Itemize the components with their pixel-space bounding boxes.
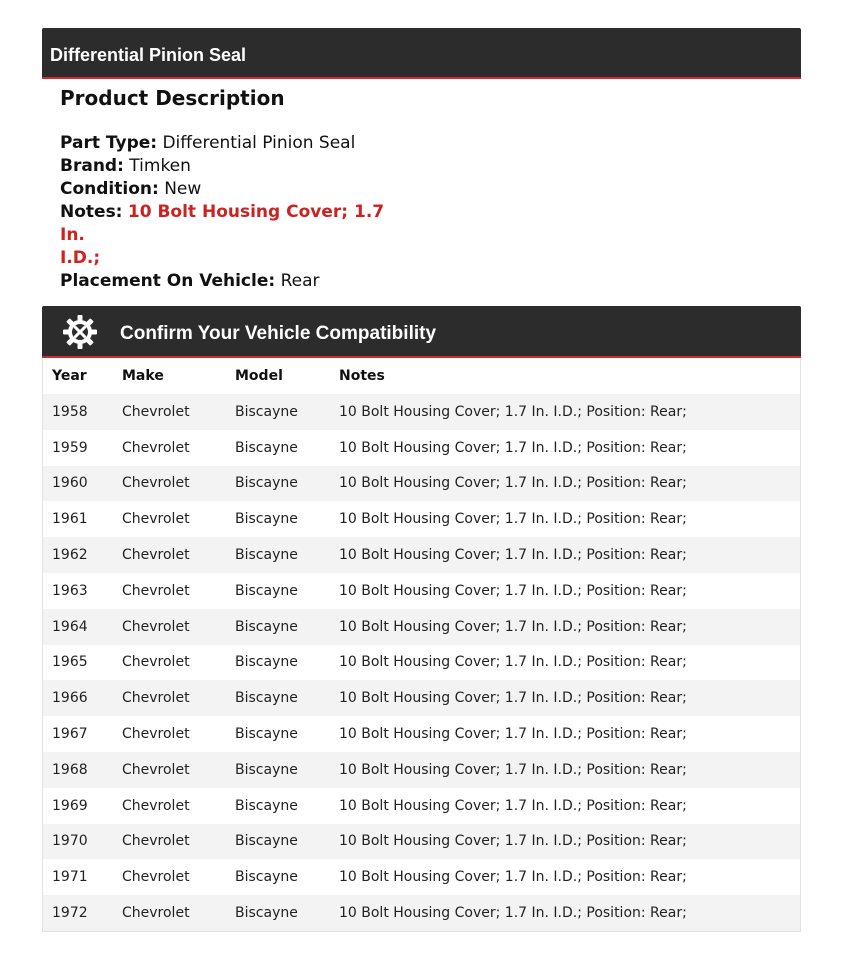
cell-model: Biscayne <box>235 905 298 922</box>
cell-model: Biscayne <box>235 618 298 635</box>
table-row <box>43 859 800 895</box>
cell-year: 1969 <box>52 797 88 814</box>
compatibility-bar <box>42 306 801 358</box>
column-header-year: Year <box>52 368 87 384</box>
cell-make: Chevrolet <box>122 869 190 886</box>
part-type-value: Differential Pinion Seal <box>162 133 356 153</box>
table-header-row <box>43 358 800 394</box>
notes-value-line2: I.D.; <box>60 248 101 268</box>
cell-year: 1958 <box>52 403 88 420</box>
table-row <box>43 752 800 788</box>
cell-notes: 10 Bolt Housing Cover; 1.7 In. I.D.; Position: Rear; <box>339 654 687 671</box>
table-row <box>43 430 800 466</box>
cell-make: Chevrolet <box>122 439 190 456</box>
cell-make: Chevrolet <box>122 475 190 492</box>
condition-line <box>60 178 390 201</box>
placement-value: Rear <box>280 271 320 291</box>
cell-notes: 10 Bolt Housing Cover; 1.7 In. I.D.; Position: Rear; <box>339 761 687 778</box>
placement-label: Placement On Vehicle: <box>60 271 276 291</box>
notes-label: Notes: <box>60 202 123 222</box>
table-row <box>43 680 800 716</box>
cell-notes: 10 Bolt Housing Cover; 1.7 In. I.D.; Position: Rear; <box>339 618 687 635</box>
cell-year: 1964 <box>52 618 88 635</box>
cell-model: Biscayne <box>235 690 298 707</box>
table-row <box>43 537 800 573</box>
cell-model: Biscayne <box>235 582 298 599</box>
table-row <box>43 788 800 824</box>
table-row <box>43 716 800 752</box>
brand-label: Brand: <box>60 156 124 176</box>
cell-model: Biscayne <box>235 547 298 564</box>
cell-notes: 10 Bolt Housing Cover; 1.7 In. I.D.; Position: Rear; <box>339 475 687 492</box>
notes-line <box>60 201 390 270</box>
cell-notes: 10 Bolt Housing Cover; 1.7 In. I.D.; Position: Rear; <box>339 547 687 564</box>
cell-make: Chevrolet <box>122 905 190 922</box>
cell-model: Biscayne <box>235 654 298 671</box>
cell-notes: 10 Bolt Housing Cover; 1.7 In. I.D.; Position: Rear; <box>339 905 687 922</box>
cell-make: Chevrolet <box>122 618 190 635</box>
placement-line <box>60 270 390 293</box>
cell-notes: 10 Bolt Housing Cover; 1.7 In. I.D.; Position: Rear; <box>339 869 687 886</box>
cell-model: Biscayne <box>235 869 298 886</box>
cell-model: Biscayne <box>235 439 298 456</box>
table-row <box>43 466 800 502</box>
condition-label: Condition: <box>60 179 159 199</box>
cell-model: Biscayne <box>235 511 298 528</box>
table-row <box>43 645 800 681</box>
cell-model: Biscayne <box>235 797 298 814</box>
cell-make: Chevrolet <box>122 582 190 599</box>
cell-make: Chevrolet <box>122 726 190 743</box>
cell-year: 1963 <box>52 582 88 599</box>
table-row <box>43 609 800 645</box>
part-type-label: Part Type: <box>60 133 158 153</box>
cell-model: Biscayne <box>235 833 298 850</box>
description-heading: Product Description <box>60 86 285 110</box>
cell-notes: 10 Bolt Housing Cover; 1.7 In. I.D.; Position: Rear; <box>339 582 687 599</box>
cell-make: Chevrolet <box>122 761 190 778</box>
cell-notes: 10 Bolt Housing Cover; 1.7 In. I.D.; Position: Rear; <box>339 690 687 707</box>
cell-year: 1965 <box>52 654 88 671</box>
table-row <box>43 824 800 860</box>
compatibility-table <box>42 358 801 932</box>
cell-year: 1967 <box>52 726 88 743</box>
part-type-line <box>60 132 390 155</box>
cell-year: 1961 <box>52 511 88 528</box>
condition-value: New <box>164 179 202 199</box>
cell-year: 1968 <box>52 761 88 778</box>
cell-model: Biscayne <box>235 403 298 420</box>
cell-notes: 10 Bolt Housing Cover; 1.7 In. I.D.; Position: Rear; <box>339 403 687 420</box>
gear-wrench-icon <box>62 314 98 350</box>
cell-year: 1970 <box>52 833 88 850</box>
column-header-make: Make <box>122 368 164 384</box>
product-description <box>60 86 390 293</box>
cell-year: 1960 <box>52 475 88 492</box>
product-title: Differential Pinion Seal <box>50 45 247 65</box>
cell-year: 1962 <box>52 547 88 564</box>
cell-notes: 10 Bolt Housing Cover; 1.7 In. I.D.; Position: Rear; <box>339 726 687 743</box>
table-row <box>43 394 800 430</box>
table-row <box>43 573 800 609</box>
cell-year: 1971 <box>52 869 88 886</box>
cell-make: Chevrolet <box>122 511 190 528</box>
notes-value-line1: 10 Bolt Housing Cover; 1.7 In. <box>60 202 385 245</box>
cell-make: Chevrolet <box>122 654 190 671</box>
brand-value: Timken <box>129 156 191 176</box>
cell-notes: 10 Bolt Housing Cover; 1.7 In. I.D.; Position: Rear; <box>339 797 687 814</box>
product-title-bar <box>42 28 801 79</box>
cell-make: Chevrolet <box>122 547 190 564</box>
cell-model: Biscayne <box>235 475 298 492</box>
brand-line <box>60 155 390 178</box>
cell-make: Chevrolet <box>122 833 190 850</box>
cell-model: Biscayne <box>235 761 298 778</box>
table-body <box>43 394 800 931</box>
table-row <box>43 501 800 537</box>
cell-model: Biscayne <box>235 726 298 743</box>
cell-notes: 10 Bolt Housing Cover; 1.7 In. I.D.; Position: Rear; <box>339 833 687 850</box>
table-row <box>43 895 800 931</box>
cell-make: Chevrolet <box>122 690 190 707</box>
cell-year: 1966 <box>52 690 88 707</box>
compatibility-title: Confirm Your Vehicle Compatibility <box>120 323 437 344</box>
cell-notes: 10 Bolt Housing Cover; 1.7 In. I.D.; Position: Rear; <box>339 511 687 528</box>
column-header-model: Model <box>235 368 283 384</box>
cell-year: 1959 <box>52 439 88 456</box>
cell-make: Chevrolet <box>122 403 190 420</box>
cell-make: Chevrolet <box>122 797 190 814</box>
cell-year: 1972 <box>52 905 88 922</box>
cell-notes: 10 Bolt Housing Cover; 1.7 In. I.D.; Position: Rear; <box>339 439 687 456</box>
column-header-notes: Notes <box>339 368 385 384</box>
